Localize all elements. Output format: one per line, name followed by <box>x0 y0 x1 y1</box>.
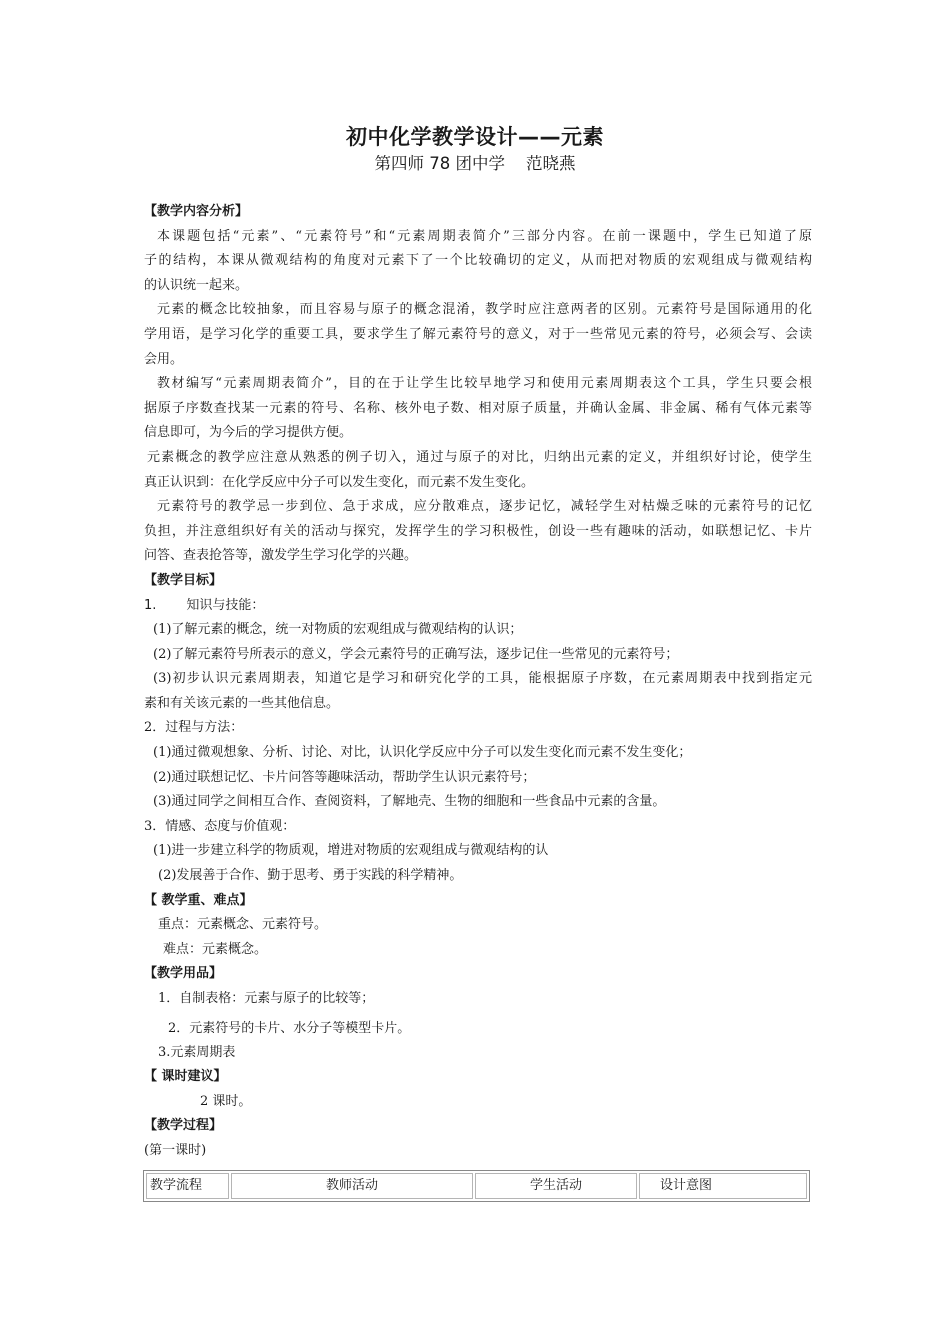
material-item: 1．自制表格：元素与原子的比较等； <box>158 991 375 1006</box>
hours-value: 2 课时。 <box>200 1093 252 1109</box>
key-point-difficulty: 难点：元素概念。 <box>163 941 268 957</box>
paragraph-line: 元素符号的教学忌一步到位、急于求成，应分散难点，逐步记忆，减轻学生对枯燥乏味的元素符号的记忆 <box>157 499 812 515</box>
objective-group-title <box>144 594 812 619</box>
section-heading-hours: 【 课时建议】 <box>144 1069 227 1085</box>
objective-item: (3)通过同学之间相互合作、查阅资料，了解地壳、生物的细胞和一些食品中元素的含量。 <box>153 794 666 810</box>
objective-item: (1)进一步建立科学的物质观，增进对物质的宏观组成与微观结构的认 <box>153 843 549 859</box>
section-heading-objectives: 【教学目标】 <box>144 572 223 588</box>
document-subtitle: 第四师 78 团中学 范晓燕 <box>374 154 576 173</box>
paragraph-line: 信息即可，为今后的学习提供方便。 <box>144 425 353 441</box>
section-heading-key-points: 【 教学重、难点】 <box>144 892 253 908</box>
objective-group-title: 3．情感、态度与价值观： <box>144 818 296 834</box>
paragraph-line: 真正认识到：在化学反应中分子可以发生变化，而元素不发生变化。 <box>144 474 535 490</box>
paragraph-line: 学用语，是学习化学的重要工具，要求学生了解元素符号的意义，对于一些常见元素的符号，必须会写、会读 <box>144 326 812 342</box>
document-title: 初中化学教学设计——元素 <box>346 125 604 149</box>
document-body <box>144 200 812 1164</box>
objective-item: (2)发展善于合作、勤于思考、勇于实践的科学精神。 <box>158 868 463 884</box>
objective-group-title: 2．过程与方法： <box>144 720 244 736</box>
paragraph-line: 据原子序数查找某一元素的符号、名称、核外电子数、相对原子质量，并确认金属、非金属、稀有气体元素等 <box>144 400 812 416</box>
objective-item: (2)了解元素符号所表示的意义，学会元素符号的正确写法，逐步记住一些常见的元素符号； <box>153 646 679 662</box>
paragraph-line: 元素概念的教学应注意从熟悉的例子切入，通过与原子的对比，归纳出元素的定义，并组织好讨论，使学生 <box>147 449 812 465</box>
paragraph-line: 负担，并注意组织好有关的活动与探究，发挥学生的学习积极性，创设一些有趣味的活动，如联想记忆、卡片 <box>144 523 812 539</box>
table-header-cell: 设计意图 <box>639 1173 807 1199</box>
paragraph-line: 本课题包括“元素”、“元素符号”和“元素周期表简介”三部分内容。在前一课题中，学生已知道了原 <box>157 228 812 244</box>
paragraph-line: 问答、查表抢答等，激发学生学习化学的兴趣。 <box>144 548 418 564</box>
objective-title: 知识与技能： <box>186 597 265 613</box>
section-heading-materials: 【教学用品】 <box>144 966 223 982</box>
process-table <box>143 1170 810 1202</box>
section-heading-process: 【教学过程】 <box>144 1118 223 1134</box>
table-header-cell: 学生活动 <box>475 1173 637 1199</box>
objective-item: (1)了解元素的概念，统一对物质的宏观组成与微观结构的认识； <box>153 622 523 638</box>
paragraph-line: 教材编写“元素周期表简介”，目的在于让学生比较早地学习和使用元素周期表这个工具，学生只要会根 <box>157 376 812 392</box>
objective-item: (3)初步认识元素周期表，知道它是学习和研究化学的工具，能根据原子序数，在元素周期表中找到指定元 <box>153 671 812 687</box>
table-header-cell: 教师活动 <box>231 1173 473 1199</box>
key-point-focus: 重点：元素概念、元素符号。 <box>158 917 328 933</box>
paragraph-line: 元素的概念比较抽象，而且容易与原子的概念混淆，教学时应注意两者的区别。元素符号是国际通用的化 <box>157 302 812 318</box>
session-label: (第一课时) <box>144 1142 207 1158</box>
paragraph-line: 子的结构，本课从微观结构的角度对元素下了一个比较确切的定义，从而把对物质的宏观组成与微观结构 <box>144 253 812 269</box>
paragraph-line: 的认识统一起来。 <box>144 277 249 293</box>
objective-item: 素和有关该元素的一些其他信息。 <box>144 695 340 711</box>
material-item: 3.元素周期表 <box>158 1044 236 1060</box>
table-header-row <box>146 1173 807 1199</box>
section-heading-content-analysis: 【教学内容分析】 <box>144 204 249 219</box>
paragraph-line: 会用。 <box>144 351 184 367</box>
objective-item: (2)通过联想记忆、卡片问答等趣味活动，帮助学生认识元素符号； <box>153 769 536 785</box>
table-header-cell: 教学流程 <box>146 1173 229 1199</box>
objective-number: 1. <box>144 597 157 613</box>
objective-item: (1)通过微观想象、分析、讨论、对比，认识化学反应中分子可以发生变化而元素不发生变化； <box>153 745 692 761</box>
material-item: 2．元素符号的卡片、水分子等模型卡片。 <box>168 1020 411 1036</box>
